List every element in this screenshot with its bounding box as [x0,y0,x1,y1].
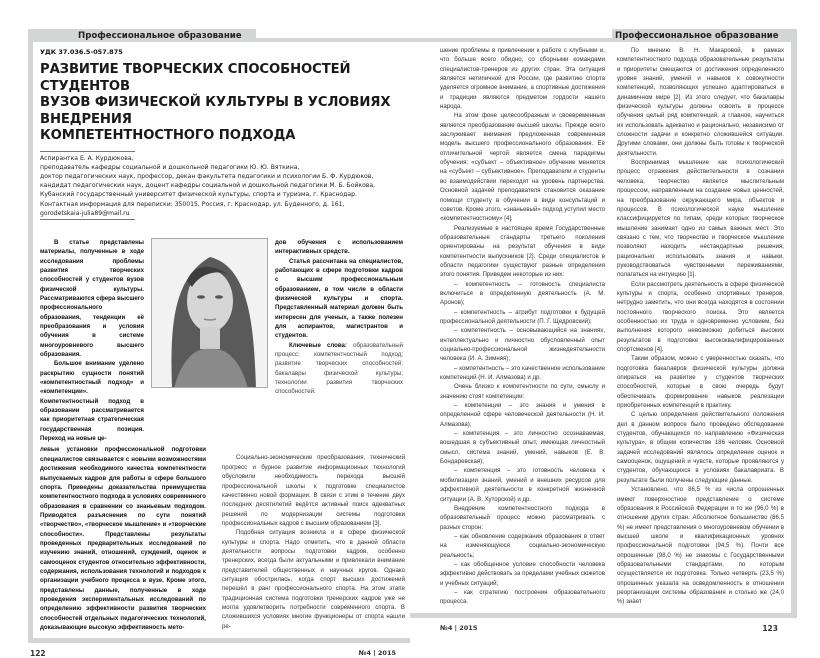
udk-code: УДК 37.036.5-057.875 [40,48,123,56]
divider [40,219,135,220]
author-line: Кубанский государственный университет физической культуры, спорта и туризма, г. Краснодар. [40,191,357,199]
abstract-col2 [275,238,403,397]
abstract-paragraph: левые установки профессиональной подготовки специалистов связывается с новыми возможностями достижения необходимого качества компетентности выпускаемых кадров для работы в сфере большого спорта. Приведены доказательства преимущества компетентностного подхода в условиях современного образования в сравнении со знаньевым подходом. Приводятся разъяснения по сути понятий «творчество», «творческое мышление» и «творческие способности». Представлены результаты проведенных предварительных исследований по изучению знаний, отношений, суждений, оценок и самооценок студентов относительно эффективности, содержания, использования технологий и подходов к организации учебного процесса в вузе. Кроме этого, представлены данные, полученные в ходе проведения экспериментальных исследований по определению эффективности развития творческих способностей отдельных педагогических технологий, доказывающие высокую эффективность мето- [40,446,206,632]
page-number-left: 122 [30,649,46,658]
author-photo [151,238,268,388]
authors-block [40,154,405,218]
list-item: – как обновление содержания образования в ответ на изменяющуюся социально-экономическую реальность; [440,532,605,559]
list-item: – компетентность – это качественное использование компетенций (Н. И. Алмазова) и др. [440,364,605,382]
divider [40,151,135,152]
body-paragraph: Установлено, что 86,5 % из числа опрошенных имеют поверхностное представление о системе образования в Российской Федерации и то же (96,0 %) в отношении других стран. Абсолютное большинство (86,5 %) не имеет представления о многоуровневом обучении в высшей школе и квалификационных уровнях профессиональной подготовки (94,5 %). Почти все опрошенные (98,0 %) не знакомы с Государственными образовательными стандартами, по которым осуществляется их подготовка. Только четверть (23,5 %) опрошенных указала на осведомленность в отношении реорганизации системы образования и столько же (24,0 %) знает [617,486,784,606]
author-line: кандидат педагогических наук, доцент кафедры социальной и дошкольной педагогики М. Б. Бойкова, [40,182,376,190]
list-item: – компетенция – это готовность человека к мобилизации знаний, умений и внешних ресурсов для эффективной деятельности в конкретной жизненной ситуации (А. В. Хуторской) и др. [440,467,605,503]
right-footer [410,624,797,633]
right-page-frame [410,38,797,618]
left-page-frame [28,38,410,643]
article-title [40,62,405,145]
issue-info-left: №4 | 2015 [358,649,396,658]
section-label: Профессиональное образование [615,31,779,41]
keywords-text: образовательный процесс; компетентностный подход; развитие творческих способностей; бакалавры физической культуры; технологии развития творческих способностей. [275,341,403,396]
body-paragraph: Воспринимая мышление как психологический процесс отражения действительности в сознании человека, творчество является мыслительным процессом, направленным на создание новых ценностей, на преобразование окружающего мира, объектов и процессов. В психологической науке мышление классифицируется по типам, среди которых творческое мышление занимает одно из самых важных мест. Это связано с тем, что творчество и творческое мышление позволяют находить нестандартные решения, рационально использовать знания и навыки, руководствоваться чувственными переживаниями, полагаться на интуицию [1]. [617,159,784,279]
body-column-2 [617,46,784,607]
text-columns [440,46,784,607]
list-item: – компетентность – готовность специалиста включиться в определенную деятельность (А. М. Аронов); [440,280,605,307]
body-paragraph: Таким образом, можно с уверенностью сказать, что подготовка бакалавров физической культуры должна опираться на развитие у студентов творческих способностей, которые в свою очередь будут обеспечивать формирование навыков реализации приобретенных компетенций в практику. [617,355,784,410]
abstract-col1 [40,238,144,444]
body-paragraph: Очень близко к компетентности по сути, смыслу и значению стоят компетенции: [440,383,605,400]
title-line: КОМПЕТЕНТНОСТНОГО ПОДХОДА [40,128,296,143]
body-paragraph: Внедрение компетентностного подхода в образовательный процесс можно рассматривать с разных сторон: [440,504,605,531]
author-line: доктор педагогических наук, профессор, декан факультета педагогики и психологии Б. Ф. Курдюков, [40,172,374,180]
abstract-paragraph: В статье представлены материалы, полученные в ходе исследования проблемы развития творческих способностей у студентов вузов физической культуры. Рассматриваются сфера высшего профессионального образования, тенденции её преобразования и условия обучения в системе многоуровневого высшего образования. [40,238,144,359]
left-page [28,29,410,658]
body-paragraph: Если рассмотреть деятельность в сфере физической культуры и спорта, особенно спортивных тренеров, нетрудно заметить, что они всегда находятся в состоянии постоянного творческого поиска. Это является особенностью их труда и одновременно условием, без выполнения которого невозможно добиться высоких результатов в подготовке высококвалифицированных спортсменов [4]. [617,280,784,353]
body-paragraph: Реализуемые в настоящее время Государственные образовательные стандарты третьего поколения ориентированы на результат обучения в виде компетентности выпускников [2]. Среди специалистов в области педагогики существуют разные определения этого понятия. Приведем некоторые из них: [440,224,605,279]
body-paragraph: шение проблемы в привлечении к работе с клубными и, что больше всего обидно, со сборными командами специалистов-тренеров из других стран. Эта ситуация является нетипичной для России, где развитию спорта уделяется огромное внимание, а спортивные достижения и традиции являются предметом гордости нашего народа. [440,47,605,111]
abstract-paragraph: дов обучения с использованием интерактивных средств. [275,238,403,256]
body-paragraph: Подобная ситуация возникла и в сфере физической культуры и спорта. Надо отметить, что в данной области деятельности вопросы подготовки кадров, особенно тренерских, всегда были актуальными и привлекали внимание представителей общественных и научных кругов. Однако ситуация обострилась, когда спорт высших достижений перешёл в ранг профессионального спорта. На этом этапе традиционная система подготовки тренерских кадров уже не могла удовлетворить потребности современного спорта. В сложившихся условиях многие функционеры от спорта нашли ре- [222,529,405,630]
abstract-top-row [40,238,405,444]
section-tab-right [612,29,797,42]
body-paragraph: По мнению В. Н. Макаровой, в рамках компетентностного подхода образовательные результаты и приоритеты смещаются от достижения определенного уровня знаний, умений и навыков к совокупности компетенций, позволяющих успешно адаптироваться в динамичном мире [2]. Из этого следует, что бакалавры физической культуры должны освоить в процессе обучения целый ряд компетенций, а главное, научиться их использовать адекватно и рационально, независимо от сложности задачи и конкретно сложившейся ситуации. Другими словами, они должны быть готовы к творческой деятельности. [617,47,784,157]
list-item: – компетентность – атрибут подготовки к будущей профессиональной деятельности (П. Г. Щедровский); [440,308,605,325]
page-number-right: 123 [762,623,778,633]
body-paragraph: На этом фоне целесообразным и своевременным является преобразование высшей школы. Прежде всего заслуживает внимания предложенная современная модель высшего профессионального образования. Её отличительной чертой является смена парадигмы обучения: «субъект – объективное» обучение меняется на «субъект – субъективное». Преподаватели и студенты во взаимодействии переходят на уровень партнерства. Основной задачей преподавателя становится оказание помощи студенту в обучении в виде консультаций и советов. Кроме этого, «знаньевый» подход уступил место «компетентностному» [4]. [440,112,605,223]
list-item: – как стратегию построения образовательного процесса. [440,588,605,606]
body-column [222,453,405,631]
author-line: преподаватель кафедры социальной и дошкольной педагогики Ю. Ю. Вяткина, [40,163,300,171]
body-paragraph: С целью определения действительного положения дел в данном вопросе было проведено обследование студентов, обучающихся по направлению «Физическая культура», в общем количестве 186 человек. Основной задачей исследований являлось определение оценок и самооценок, ощущений и чувств, которые проявляются у студентов, обучающихся в условиях бакалавриата. В результате были получены следующие данные. [617,411,784,484]
abstract-paragraph: Статья рассчитана на специалистов, работающих в сфере подготовки кадров с высшим профессиональным образованием, в том числе в области физической культуры и спорта. Представленный материал должен быть интересен для ученых, а также полезен для аспирантов, магистрантов и студентов. [275,257,403,340]
list-item: – компетенция – это личностно осознаваемая, вошедшая в субъективный опыт, имеющая личностный смысл, система знаний, умений, навыков (Е. В. Бондаревская); [440,430,605,466]
email-link[interactable]: gorodetskaia-julia89@mail.ru [40,209,130,217]
body-column-1 [440,46,605,607]
body-paragraph: Социально-экономические преобразования, технический прогресс и бурное развитие информационных технологий обусловили необходимость перехода высшей профессиональной школы к подготовке специалистов качественно новой формации. В связи с этим в течение двух последних десятилетий ведётся активный поиск адекватных решений по модернизации системы подготовки профессиональных кадров с высшим образованием [3]. [222,454,405,527]
abstract-continued [40,445,206,632]
keywords-label: Ключевые слова: [289,341,347,349]
section-label: Профессиональное образование [78,31,242,41]
right-page [410,29,797,633]
list-item: – как обобщенное условие способности человека эффективно действовать за пределами учебных сюжетов и учебных ситуаций; [440,560,605,587]
list-item: – компетенции – это знания и умения в определенной сфере человеческой деятельности (Н. И. Алмазова); [440,402,605,428]
list-item: – компетентность – основывающийся на знаниях, интеллектуально и личностно обусловленный опыт социально-профессиональной жизнедеятельности человека (И. А. Зимняя); [440,327,605,363]
issue-info-right: №4 | 2015 [440,623,478,632]
author-line: Контактная информация для переписки: 350015, Россия, г. Краснодар, ул. Буденного, д. 161, [40,200,345,208]
abstract-bottom-row [40,445,405,632]
left-footer [28,649,410,658]
author-line: Аспирантка Е. А. Курдюкова, [40,154,134,162]
abstract-paragraph: Большое внимание уделено раскрытию сущности понятий «компетентностный подход» и «компетенции». Компетентностный подход в образовании рассматривается как приоритетная стратегическая государственная позиция. Переход на новые це- [40,360,144,443]
title-line: РАЗВИТИЕ ТВОРЧЕСКИХ СПОСОБНОСТЕЙ СТУДЕНТОВ [40,62,351,94]
title-line: ВУЗОВ ФИЗИЧЕСКОЙ КУЛЬТУРЫ В УСЛОВИЯХ ВНЕДРЕНИЯ [40,95,391,127]
